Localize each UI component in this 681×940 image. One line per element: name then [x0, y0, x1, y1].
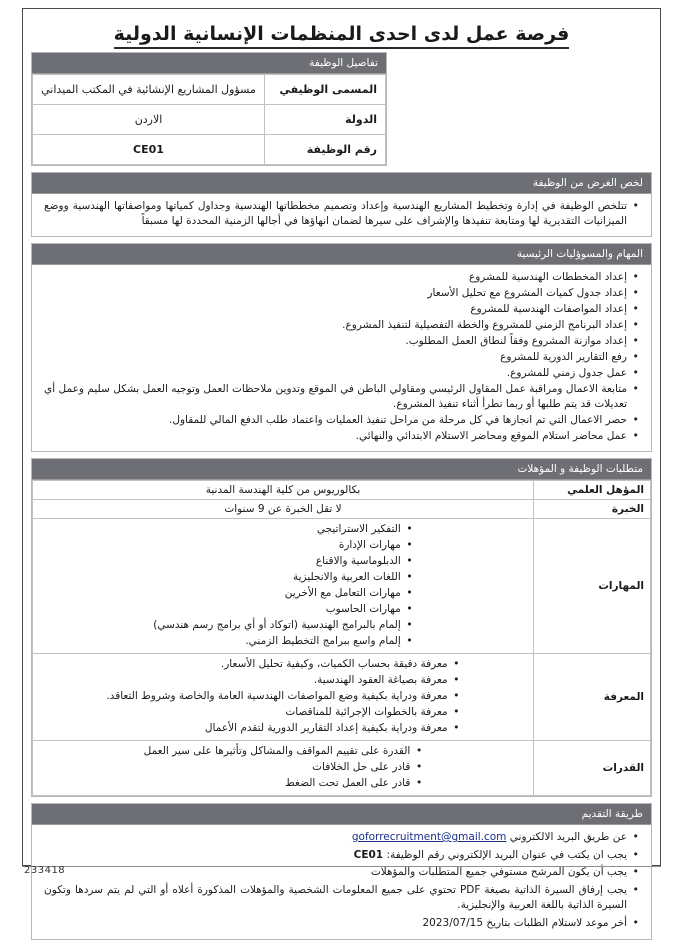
academic-value: بكالوريوس من كلية الهندسة المدنية — [33, 481, 534, 500]
apply-block — [31, 803, 652, 940]
list-item: • متابعة الاعمال ومراقبة عمل المقاول الرئيسي ومقاولي الباطن في الموقع وتدوين ملاحظات العمل وتوجيه العمل بشكل سليم وعمل أي تعديلات قد يتم طلبها أو ربما تطرأ أثناء تنفيذ المشروع. — [42, 382, 641, 413]
job-details-table — [32, 74, 386, 165]
job-details-band: تفاصيل الوظيفة — [32, 53, 386, 74]
table-row — [33, 75, 386, 105]
apply-band: طريقة التقديم — [32, 804, 651, 825]
list-item — [42, 848, 641, 866]
list-item: • معرفة بالخطوات الإجرائية للمناقصات — [104, 705, 461, 721]
responsibilities-body — [32, 265, 651, 451]
country-label: الدولة — [265, 105, 386, 135]
page-title-text: فرصة عمل لدى احدى المنظمات الإنسانية الدولية — [114, 23, 570, 49]
recruitment-email-link[interactable]: goforrecruitment@gmail.com — [351, 831, 507, 843]
job-code-value: CE01 — [33, 135, 265, 165]
list-item: • يجب أن يكون المرشح مستوفي جميع المتطلبات والمؤهلات — [42, 865, 641, 883]
list-item: • مهارات التعامل مع الأخرين — [151, 586, 415, 602]
table-row — [33, 654, 651, 741]
table-row — [33, 500, 651, 519]
list-item: • إلمام بالبرامج الهندسية (اتوكاد أو أي برامج رسم هندسي) — [151, 618, 415, 634]
requirements-block — [31, 458, 652, 797]
list-item: • عمل جدول زمني للمشروع. — [42, 366, 641, 382]
list-item: • معرفة بصياغة العقود الهندسية. — [104, 673, 461, 689]
skills-label: المهارات — [534, 519, 651, 654]
list-item: • رفع التقارير الدورية للمشروع — [42, 350, 641, 366]
knowledge-label: المعرفة — [534, 654, 651, 741]
list-item: • يجب إرفاق السيرة الذاتية بصيغة PDF تحتوي على جميع المعلومات الشخصية والمؤهلات المذكورة أعلاه أو التي لم يتم سردها وتكون السيرة الذاتية باللغة العربية والإنجليزية. — [42, 883, 641, 916]
list-item: • إعداد المخططات الهندسية للمشروع — [42, 270, 641, 286]
requirements-band: متطلبات الوظيفة و المؤهلات — [32, 459, 651, 480]
abilities-list — [142, 744, 425, 792]
list-item: • إلمام واسع ببرامج التخطيط الزمني. — [151, 634, 415, 650]
list-item: • معرفة دقيقة بحساب الكميات، وكيفية تحليل الأسعار. — [104, 657, 461, 673]
job-title-label: المسمى الوظيفي — [265, 75, 386, 105]
knowledge-list — [104, 657, 461, 737]
list-item: • إعداد جدول كميات المشروع مع تحليل الأسعار — [42, 286, 641, 302]
list-item: • مهارات الإدارة — [151, 538, 415, 554]
experience-label: الخبرة — [534, 500, 651, 519]
list-item: • القدرة على تقييم المواقف والمشاكل وتأثيرها على سير العمل — [142, 744, 425, 760]
list-item: • التفكير الاستراتيجي — [151, 522, 415, 538]
list-item: • قادر على حل الخلافات — [142, 760, 425, 776]
purpose-list — [42, 199, 641, 230]
list-item: • إعداد موازنة المشروع وفقاً لنطاق العمل المطلوب. — [42, 334, 641, 350]
list-item: • حصر الاعمال التي تم انجازها في كل مرحلة من مراحل تنفيذ العمليات واعتماد طلب الدفع المالي للمقاول. — [42, 413, 641, 429]
academic-label: المؤهل العلمي — [534, 481, 651, 500]
list-item: • تتلخص الوظيفة في إدارة وتخطيط المشاريع الهندسية وإعداد وتصميم مخططاتها الهندسية وجداول كمياتها ومواصفاتها الهندسية ووضع الميزانيات التقديرية لها ومتابعة تنفيذها والإشراف على سيرها لضمان انهاؤها في أجالها الزمنية المحددة لها مسبقاً — [42, 199, 641, 230]
apply-subject-instruction: يجب ان يكتب في عنوان البريد الإلكتروني رقم الوظيفة: — [386, 848, 627, 861]
skills-cell — [33, 519, 534, 654]
list-item: • معرفة ودراية بكيفية وضع المواصفات الهندسية العامة والخاصة وشروط التعاقد. — [104, 689, 461, 705]
footer-code: 233418 — [24, 865, 66, 876]
table-row — [33, 135, 386, 165]
experience-value: لا تقل الخبرة عن 9 سنوات — [33, 500, 534, 519]
list-item: • إعداد البرنامج الزمني للمشروع والخطة التفصيلية لتنفيذ المشروع. — [42, 318, 641, 334]
apply-body — [32, 825, 651, 939]
responsibilities-block — [31, 243, 652, 452]
list-item: • أخر موعد لاستلام الطلبات بتاريخ 2023/07/15 — [42, 916, 641, 934]
purpose-body — [32, 194, 651, 236]
purpose-block — [31, 172, 652, 237]
list-item: • اللغات العربية والانجليزية — [151, 570, 415, 586]
table-row — [33, 741, 651, 796]
job-title-value: مسؤول المشاريع الإنشائية في المكتب الميداني — [33, 75, 265, 105]
job-code-label: رقم الوظيفة — [265, 135, 386, 165]
abilities-label: القدرات — [534, 741, 651, 796]
requirements-table — [32, 480, 651, 796]
responsibilities-band: المهام والمسوؤليات الرئيسية — [32, 244, 651, 265]
job-details-block — [31, 52, 387, 166]
footer-divider — [22, 866, 661, 867]
list-item-email — [42, 830, 641, 848]
list-item: • إعداد المواصفات الهندسية للمشروع — [42, 302, 641, 318]
responsibilities-list — [42, 270, 641, 445]
purpose-band: لخص الغرض من الوظيفة — [32, 173, 651, 194]
list-item: • الدبلوماسية والاقناع — [151, 554, 415, 570]
knowledge-cell — [33, 654, 534, 741]
skills-list — [151, 522, 415, 650]
list-item: • قادر على العمل تحت الضغط — [142, 776, 425, 792]
email-prefix-label: عن طريق البريد الالكتروني — [509, 831, 627, 843]
apply-job-code: CE01 — [353, 848, 384, 861]
table-row — [33, 519, 651, 654]
table-row — [33, 105, 386, 135]
list-item: • مهارات الحاسوب — [151, 602, 415, 618]
abilities-cell — [33, 741, 534, 796]
table-row — [33, 481, 651, 500]
country-value: الاردن — [33, 105, 265, 135]
list-item: • معرفة ودراية بكيفية إعداد التقارير الدورية لتقدم الأعمال — [104, 721, 461, 737]
list-item: • عمل محاضر استلام الموقع ومحاضر الاستلام الابتدائي والنهائي. — [42, 429, 641, 445]
page-title — [31, 15, 652, 48]
